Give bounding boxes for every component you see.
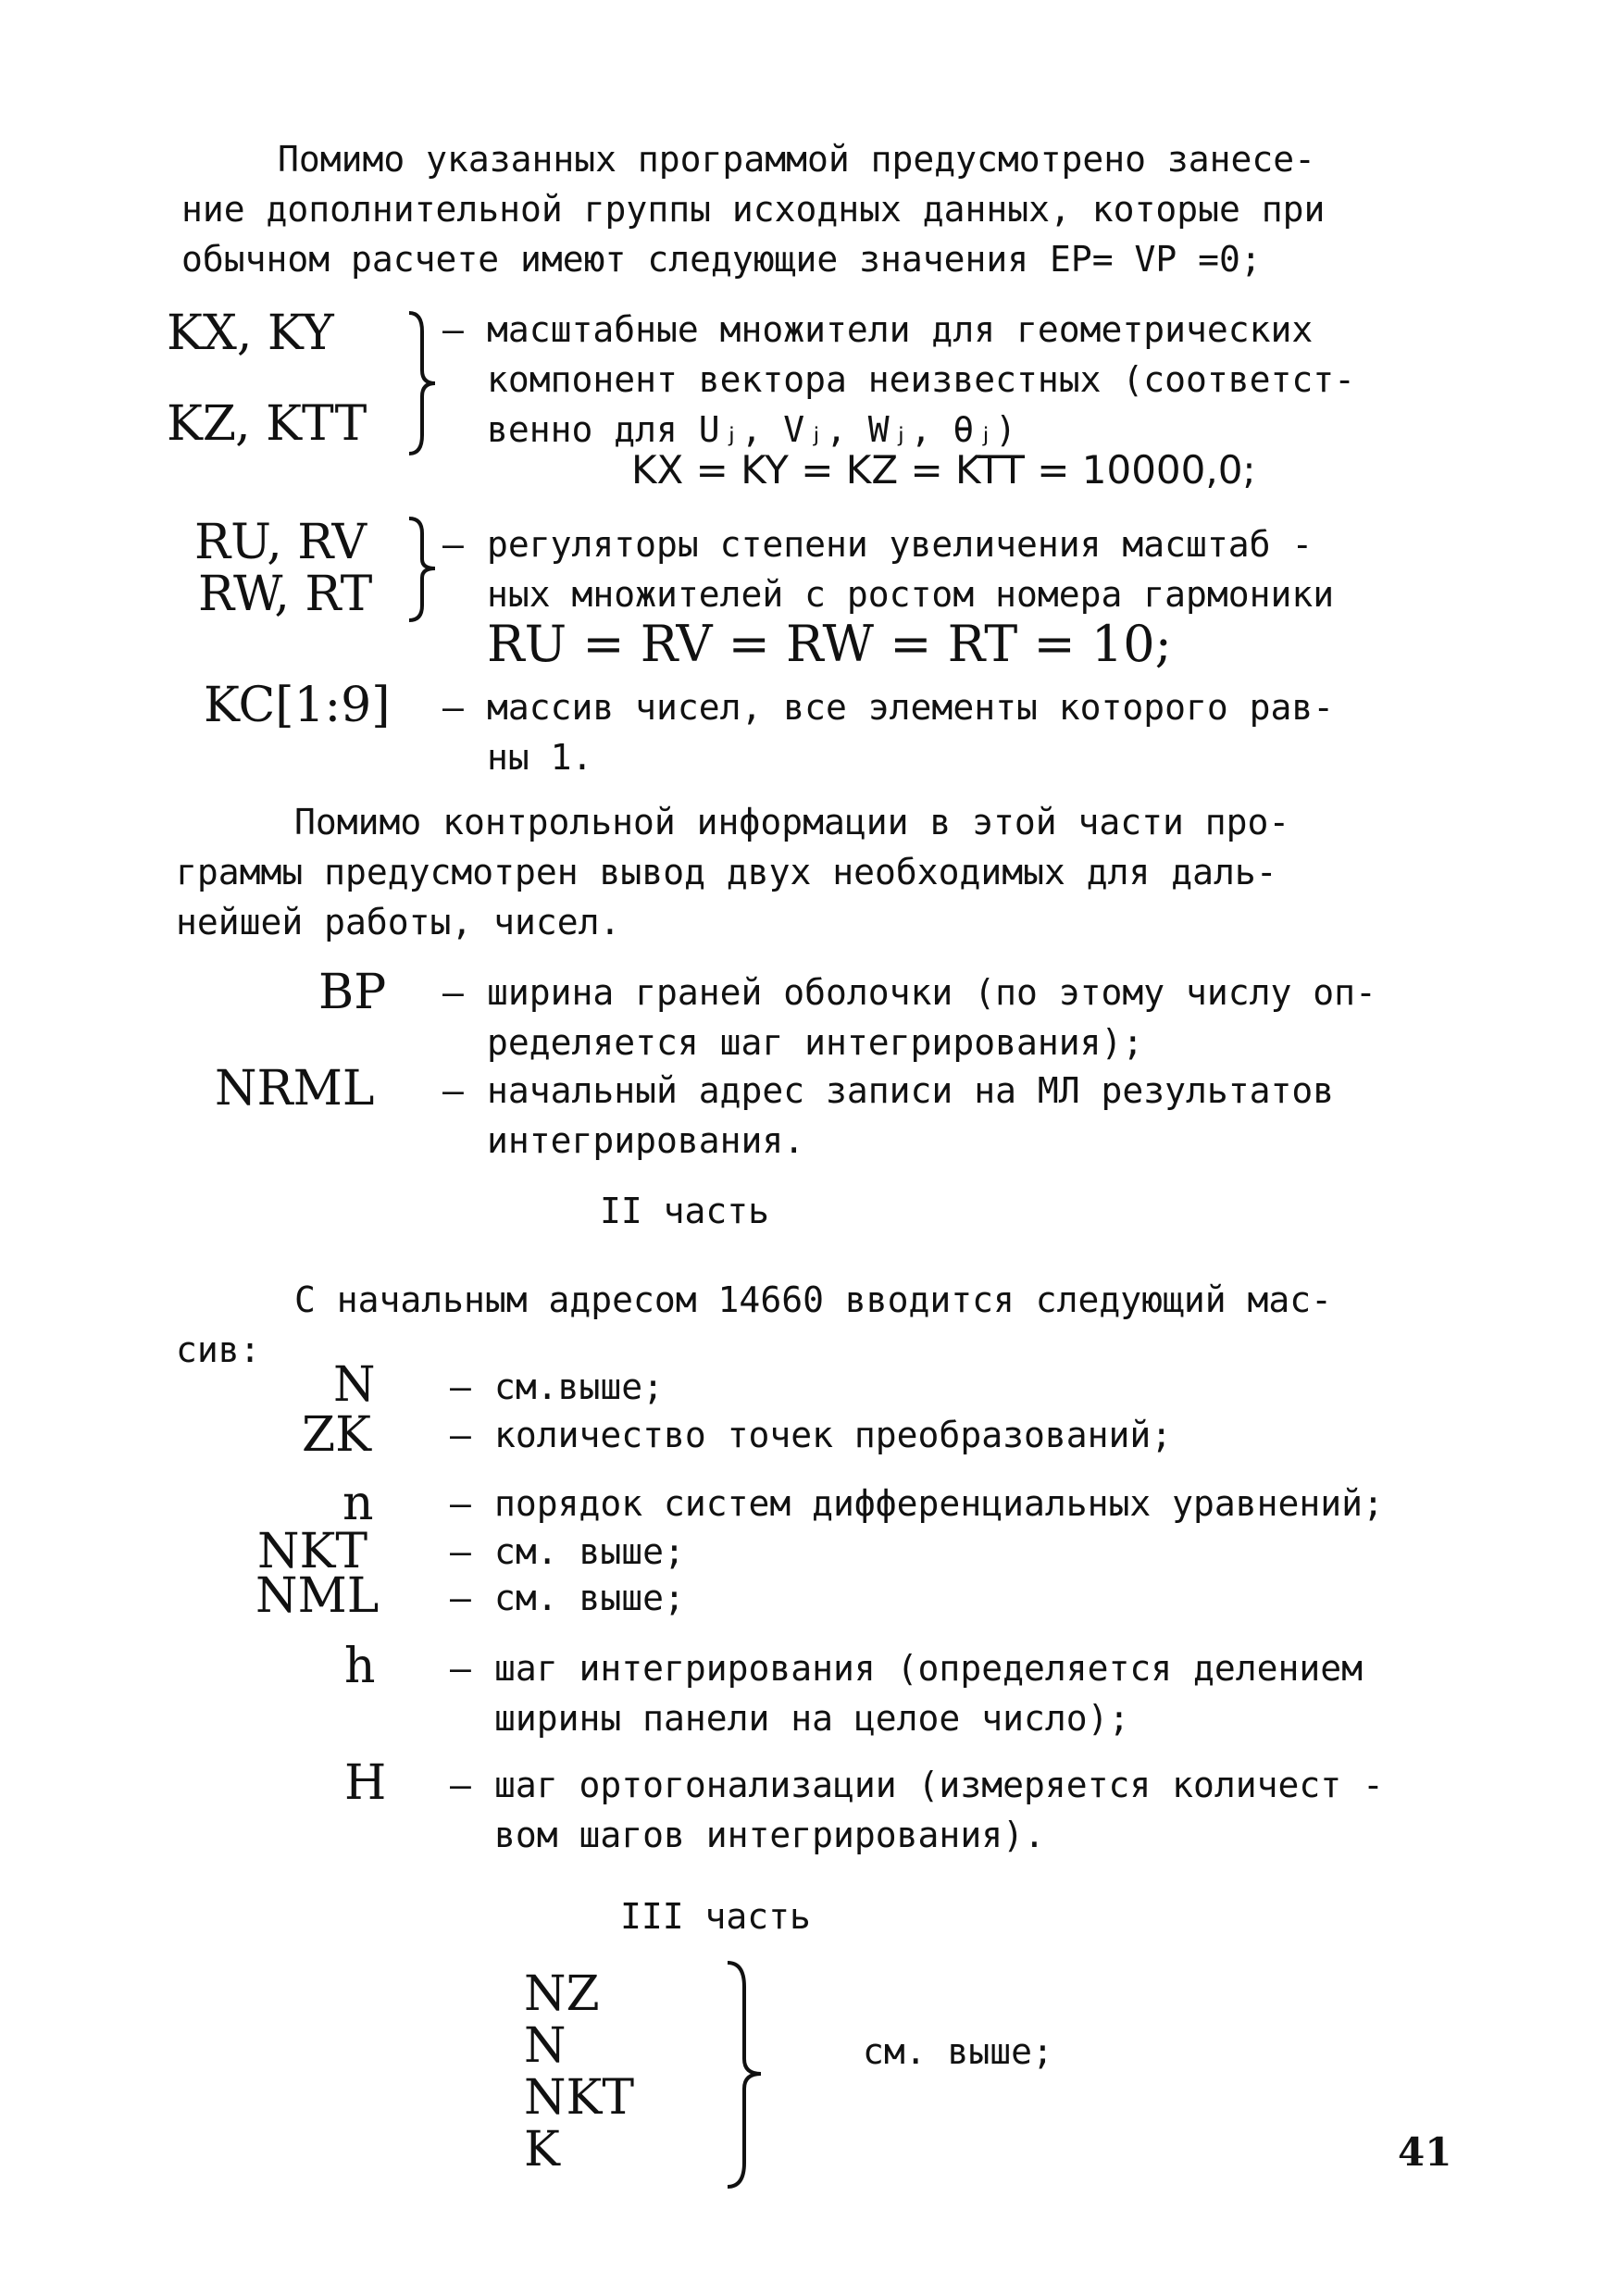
page-number: 41 (1398, 2129, 1452, 2175)
dash-r-group: – (442, 524, 464, 565)
nrml-line-2: интегрирования. (487, 1120, 805, 1161)
k-group-line-3: венно для Uⱼ, Vⱼ, Wⱼ, θⱼ) (487, 409, 1016, 450)
r-group-line-1: регуляторы степени увеличения масштаб - (487, 524, 1314, 565)
symbol-n: N (333, 1357, 376, 1413)
nkt-description: см. выше; (494, 1531, 685, 1572)
intro-line-2: ние дополнительной группы исходных данных, которые при (181, 189, 1326, 230)
kc-line-1: массив чисел, все элементы которого рав- (487, 687, 1335, 728)
symbol-nrml: NRML (215, 1061, 375, 1117)
part-3-note: см. выше; (863, 2031, 1053, 2072)
dash-h-small: – (450, 1648, 471, 1689)
control-line-3: нейшей работы, чисел. (176, 902, 621, 942)
dash-zk: – (450, 1415, 471, 1455)
symbol-kc: KC[1:9] (204, 678, 391, 733)
h-big-line-1: шаг ортогонализации (измеряется количест - (494, 1765, 1384, 1805)
part-3-symbol-k: K (524, 2122, 560, 2177)
dash-h-big: – (450, 1765, 471, 1805)
part-3-symbol-nkt: NKT (524, 2070, 635, 2126)
dash-kc: – (442, 687, 464, 728)
nml-description: см. выше; (494, 1578, 685, 1618)
dash-nml: – (450, 1578, 471, 1618)
bp-line-1: ширина граней оболочки (по этому числу оп- (487, 972, 1376, 1013)
k-group-line-2: компонент вектора неизвестных (соответст- (487, 359, 1355, 400)
symbol-h-big: H (344, 1755, 387, 1811)
symbol-rw-rt: RW, RT (198, 567, 373, 622)
symbol-bp: BP (318, 965, 387, 1020)
part-3-symbol-n: N (524, 2018, 567, 2074)
k-group-formula: KX = KY = KZ = KTT = 10000,0; (631, 447, 1256, 493)
k-group-line-1: масштабные множители для геометрических (487, 309, 1314, 350)
brace-r-group (404, 515, 441, 626)
control-line-1: Помимо контрольной информации в этой части про- (294, 802, 1290, 842)
symbol-h-small: h (344, 1639, 376, 1694)
dash-bp: – (442, 972, 464, 1013)
zk-description: количество точек преобразований; (494, 1415, 1173, 1455)
part-2-intro-line-2: сив: (176, 1329, 261, 1370)
part-2-intro-line-1: С начальным адресом 14660 вводится следующий мас- (294, 1279, 1333, 1320)
brace-k-group (404, 309, 441, 457)
h-small-line-1: шаг интегрирования (определяется делением (494, 1648, 1363, 1689)
part-2-heading: II часть (600, 1191, 770, 1231)
bp-line-2: ределяется шаг интегрирования); (487, 1022, 1144, 1063)
dash-nkt: – (450, 1531, 471, 1572)
dash-nrml: – (442, 1070, 464, 1111)
brace-part-3 (722, 1959, 768, 2190)
part-3-heading: III часть (620, 1896, 811, 1937)
symbol-ru-rv: RU, RV (194, 515, 367, 570)
symbol-kx-ky: KX, KY (167, 306, 334, 361)
symbol-nml: NML (255, 1568, 380, 1624)
nrml-line-1: начальный адрес записи на МЛ результатов (487, 1070, 1335, 1111)
symbol-order-n: n (342, 1476, 374, 1531)
dash-n: – (450, 1366, 471, 1407)
kc-line-2: ны 1. (487, 737, 593, 778)
n-description: см.выше; (494, 1366, 665, 1407)
symbol-kz-ktt: KZ, KTT (167, 396, 367, 452)
order-n-description: порядок систем дифференциальных уравнений; (494, 1483, 1384, 1524)
part-3-symbol-nz: NZ (524, 1966, 600, 2022)
r-group-line-2: ных множителей с ростом номера гармоники (487, 574, 1335, 615)
intro-line-1: Помимо указанных программой предусмотрено занесе- (278, 139, 1316, 180)
h-small-line-2: ширины панели на целое число); (494, 1698, 1130, 1739)
symbol-zk: ZK (302, 1407, 371, 1463)
dash-k-group: – (442, 309, 464, 350)
control-line-2: граммы предусмотрен вывод двух необходимых для даль- (176, 852, 1277, 892)
intro-line-3: обычном расчете имеют следующие значения EP= VP =0; (181, 239, 1262, 280)
symbol-nkt: NKT (257, 1524, 368, 1579)
h-big-line-2: вом шагов интегрирования). (494, 1815, 1045, 1855)
r-group-formula: RU = RV = RW = RT = 10; (487, 615, 1172, 673)
dash-order-n: – (450, 1483, 471, 1524)
